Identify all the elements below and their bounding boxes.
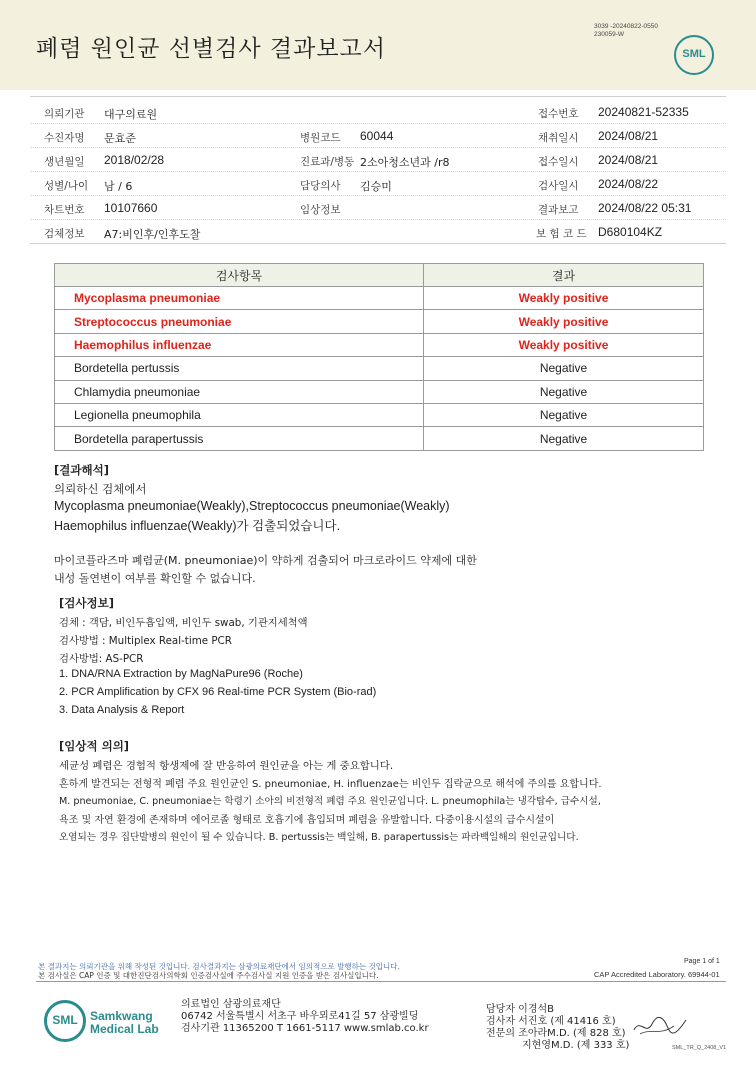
footer-logo-icon bbox=[44, 1000, 86, 1042]
interpretation-title: [결과해석] bbox=[54, 463, 109, 477]
report-title: 폐렴 원인균 선별검사 결과보고서 bbox=[36, 36, 386, 62]
test-date-label: 검사일시 bbox=[538, 180, 579, 192]
signature-icon bbox=[630, 1010, 690, 1040]
test-info-line: 2. PCR Amplification by CFX 96 Real-time PCR System (Bio-rad) bbox=[59, 686, 377, 698]
receipt-date-label: 접수일시 bbox=[538, 156, 579, 168]
test-item: Haemophilus influenzae bbox=[55, 333, 424, 356]
page-number: Page 1 of 1 bbox=[684, 958, 720, 965]
test-item: Bordetella pertussis bbox=[55, 357, 424, 380]
test-item: Bordetella parapertussis bbox=[55, 427, 424, 450]
footer-certification: 본 검사실은 CAP 인증 및 대한진단검사의학회 인증검사실에 주수검사실 지원 인증을 받은 검사실입니다. bbox=[38, 971, 379, 980]
clinical-line: 세균성 폐렴은 경험적 항생제에 잘 반응하여 원인균을 아는 게 중요합니다. bbox=[59, 760, 394, 772]
col-header-result: 결과 bbox=[424, 264, 704, 287]
info-divider bbox=[30, 96, 726, 97]
receipt-date-value: 2024/08/21 bbox=[598, 153, 659, 167]
footer-brand bbox=[90, 1010, 159, 1036]
interpretation-line: Haemophilus influenzae(Weakly)가 검출되었습니다. bbox=[54, 519, 341, 533]
sex-age-value: 남 / 6 bbox=[104, 180, 133, 193]
footer-address: 06742 서울특별시 서초구 바우뫼로41길 57 삼광빌딩 bbox=[181, 1011, 419, 1022]
test-date-value: 2024/08/22 bbox=[598, 177, 659, 191]
table-row bbox=[55, 287, 704, 310]
info-row-6 bbox=[30, 220, 726, 244]
test-item: Legionella pneumophila bbox=[55, 403, 424, 426]
requester-label: 의뢰기관 bbox=[44, 108, 85, 120]
footer-divider bbox=[36, 981, 726, 982]
clinical-line: 오염되는 경우 집단발병의 원인이 될 수 있습니다. B. pertussis는 백일해, B. parapertussis는 파라백일해의 원인균입니다. bbox=[59, 832, 579, 843]
chart-value: 10107660 bbox=[104, 201, 158, 215]
info-row-1 bbox=[30, 100, 726, 124]
clinical-line: 욕조 및 자연 환경에 존재하며 에어로졸 형태로 호흡기에 흡입되며 폐렴을 유발합니다. 다중이용시설의 급수시설이 bbox=[59, 815, 555, 826]
test-info-line: 3. Data Analysis & Report bbox=[59, 704, 185, 716]
document-code-line-2: 230059-W bbox=[594, 31, 624, 38]
footer-logo-text: SML bbox=[52, 1013, 78, 1027]
insurance-label: 보 험 코 드 bbox=[536, 228, 587, 240]
birth-label: 생년월일 bbox=[44, 156, 85, 168]
footer-notice: 본 결과지는 의뢰기관을 위해 작성된 것입니다. 검사결과지는 삼광의료재단에서 임의적으로 발행하는 것입니다. bbox=[38, 962, 400, 971]
clinical-info-label: 임상정보 bbox=[300, 204, 341, 216]
receipt-no-value: 20240821-52335 bbox=[598, 105, 689, 119]
test-item: Streptococcus pneumoniae bbox=[55, 310, 424, 333]
document-code bbox=[594, 23, 658, 39]
interpretation-line: Mycoplasma pneumoniae(Weakly),Streptococcus pneumoniae(Weakly) bbox=[54, 499, 450, 513]
interpretation-line: 의뢰하신 검체에서 bbox=[54, 482, 147, 496]
specimen-value: A7:비인후/인후도찰 bbox=[104, 228, 201, 241]
test-info-title: [검사정보] bbox=[59, 596, 114, 610]
dept-value: 2소아청소년과 /r8 bbox=[360, 156, 450, 169]
chart-label: 차트번호 bbox=[44, 204, 85, 216]
col-header-item: 검사항목 bbox=[55, 264, 424, 287]
brand-line-1: Samkwang bbox=[90, 1009, 153, 1023]
staff-specialist-2: 지현영M.D. (제 333 호) bbox=[522, 1040, 630, 1051]
test-result: Negative bbox=[424, 380, 704, 403]
doctor-label: 담당의사 bbox=[300, 180, 341, 192]
form-number: SML_TR_Q_2408_V1 bbox=[672, 1045, 727, 1051]
test-info-line: 검체 : 객담, 비인두흡입액, 비인두 swab, 기관지세척액 bbox=[59, 617, 308, 629]
birth-value: 2018/02/28 bbox=[104, 153, 165, 167]
report-header bbox=[0, 0, 756, 90]
info-row-2 bbox=[30, 124, 726, 148]
document-code-line-1: 3039 -20240822-0550 bbox=[594, 23, 658, 30]
test-info-line: 검사방법: AS-PCR bbox=[59, 653, 144, 665]
sex-age-label: 성별/나이 bbox=[44, 180, 89, 192]
staff-specialist-1: 전문의 조아라M.D. (제 828 호) bbox=[486, 1028, 626, 1039]
collection-label: 채취일시 bbox=[538, 132, 579, 144]
collection-value: 2024/08/21 bbox=[598, 129, 659, 143]
report-value: 2024/08/22 05:31 bbox=[598, 201, 692, 215]
footer-contact: 검사기관 11365200 T 1661-5117 www.smlab.co.kr bbox=[181, 1023, 429, 1034]
test-result: Weakly positive bbox=[424, 333, 704, 356]
patient-value: 문효준 bbox=[104, 132, 136, 145]
footer-org-name: 의료법인 삼광의료재단 bbox=[181, 999, 281, 1010]
hospital-code-value: 60044 bbox=[360, 129, 394, 143]
info-row-4 bbox=[30, 172, 726, 196]
sml-logo-text: SML bbox=[682, 48, 706, 60]
table-row bbox=[55, 333, 704, 356]
table-row bbox=[55, 310, 704, 333]
table-row bbox=[55, 357, 704, 380]
test-result: Weakly positive bbox=[424, 287, 704, 310]
interpretation-line: 마이코플라즈마 폐렴균(M. pneumoniae)이 약하게 검출되어 마크로라이드 약제에 대한 bbox=[54, 554, 477, 567]
test-info-line: 1. DNA/RNA Extraction by MagNaPure96 (Roche) bbox=[59, 668, 303, 680]
table-row bbox=[55, 380, 704, 403]
hospital-code-label: 병원코드 bbox=[300, 132, 341, 144]
report-label: 결과보고 bbox=[538, 204, 579, 216]
clinical-line: M. pneumoniae, C. pneumoniae는 학령기 소아의 비전형적 폐렴 주요 원인균입니다. L. pneumophila는 냉각탑수, 급수시설, bbox=[59, 796, 601, 807]
table-row bbox=[55, 403, 704, 426]
test-result: Negative bbox=[424, 403, 704, 426]
info-row-5 bbox=[30, 196, 726, 220]
clinical-line: 흔하게 발견되는 전형적 폐렴 주요 원인균인 S. pneumoniae, H. influenzae는 비인두 집락균으로 해석에 주의를 요합니다. bbox=[59, 779, 602, 790]
table-row bbox=[55, 427, 704, 450]
test-item: Mycoplasma pneumoniae bbox=[55, 287, 424, 310]
test-result: Negative bbox=[424, 357, 704, 380]
requester-value: 대구의료원 bbox=[104, 108, 158, 121]
test-result: Weakly positive bbox=[424, 310, 704, 333]
cap-accreditation: CAP Accredited Laboratory. 69944-01 bbox=[594, 970, 720, 979]
patient-label: 수진자명 bbox=[44, 132, 85, 144]
info-row-3 bbox=[30, 148, 726, 172]
brand-line-2: Medical Lab bbox=[90, 1022, 159, 1036]
interpretation-line: 내성 돌연변이 여부를 확인할 수 없습니다. bbox=[54, 572, 256, 585]
insurance-value: D680104KZ bbox=[598, 225, 663, 239]
staff-in-charge: 담당자 이경석B bbox=[486, 1004, 554, 1015]
test-result: Negative bbox=[424, 427, 704, 450]
results-header-row bbox=[55, 264, 704, 287]
test-item: Chlamydia pneumoniae bbox=[55, 380, 424, 403]
receipt-no-label: 접수번호 bbox=[538, 108, 579, 120]
test-info-line: 검사방법 : Multiplex Real-time PCR bbox=[59, 635, 232, 647]
results-table bbox=[54, 263, 704, 451]
staff-tester: 검사자 서진호 (제 41416 호) bbox=[486, 1016, 616, 1027]
doctor-value: 김승미 bbox=[360, 180, 392, 193]
clinical-significance-title: [임상적 의의] bbox=[59, 739, 130, 753]
sml-logo-icon bbox=[674, 35, 714, 75]
dept-label: 진료과/병동 bbox=[300, 156, 355, 168]
specimen-label: 검체정보 bbox=[44, 228, 85, 240]
